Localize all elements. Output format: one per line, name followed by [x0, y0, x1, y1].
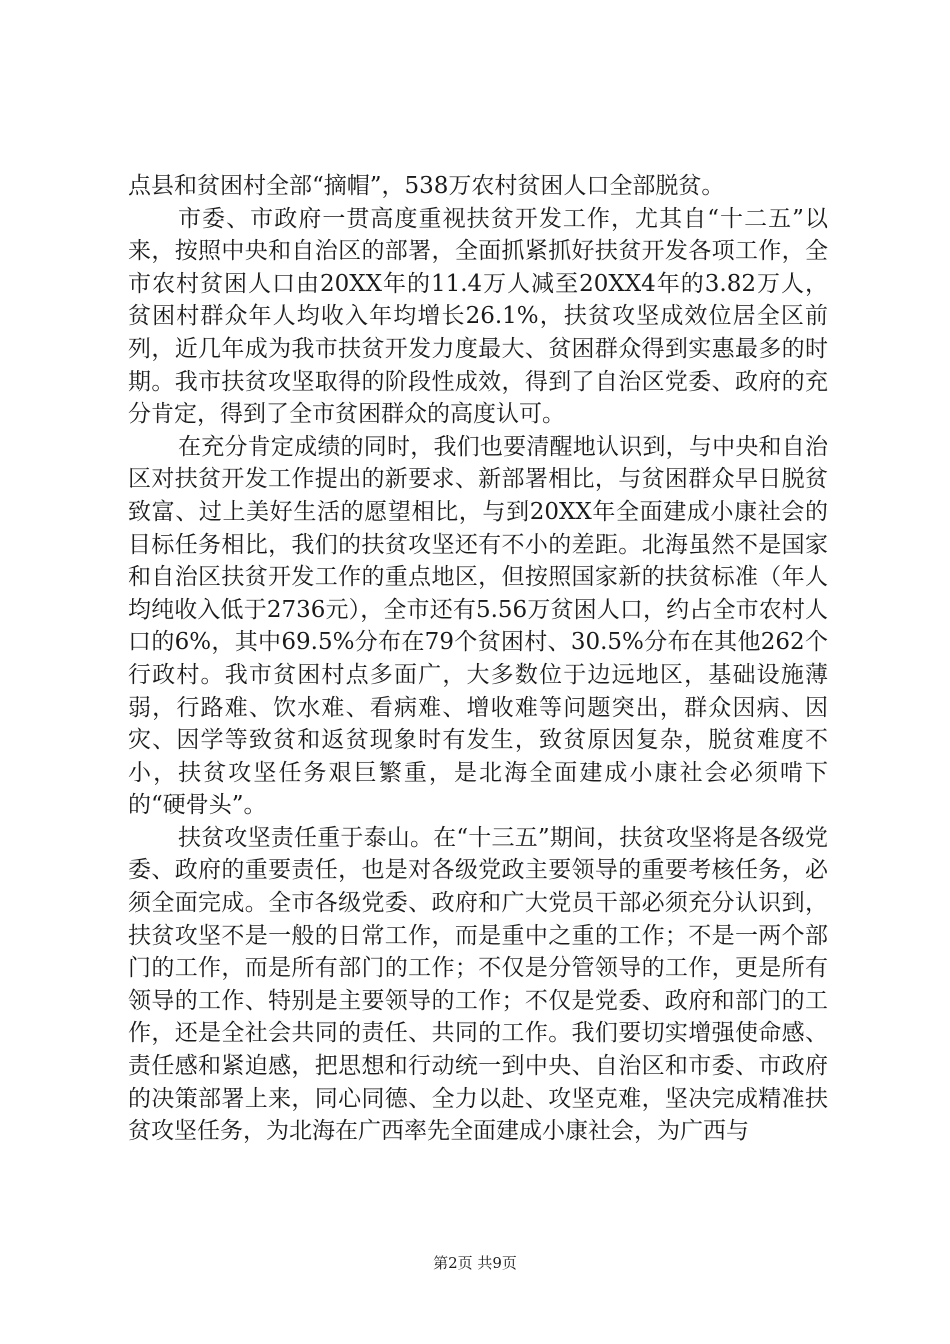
paragraph-poverty-achievements: 市委、市政府一贯高度重视扶贫开发工作，尤其自“十二五”以来，按照中央和自治区的部署，全面抓紧抓好扶贫开发各项工作，全市农村贫困人口由20XX年的11.4万人减至20XX4年的3.82万人，贫困村群众年人均收入年均增长26.1%，扶贫攻坚成效位居全区前列，近几年成为我市扶贫开发力度最大、贫困群众得到实惠最多的时期。我市扶贫攻坚取得的阶段性成效，得到了自治区党委、政府的充分肯定，得到了全市贫困群众的高度认可。: [128, 205, 828, 428]
paragraph-responsibility: 扶贫攻坚责任重于泰山。在“十三五”期间，扶贫攻坚将是各级党委、政府的重要责任，也是对各级党政主要领导的重要考核任务，必须全面完成。全市各级党委、政府和广大党员干部必须充分认识到，扶贫攻坚不是一般的日常工作，而是重中之重的工作；不是一两个部门的工作，而是所有部门的工作；不仅是分管领导的工作，更是所有领导的工作、特别是主要领导的工作；不仅是党委、政府和部门的工作，还是全社会共同的责任、共同的工作。我们要切实增强使命感、责任感和紧迫感，把思想和行动统一到中央、自治区和市委、市政府的决策部署上来，同心同德、全力以赴、攻坚克难，坚决完成精准扶贫攻坚任务，为北海在广西率先全面建成小康社会，为广西与: [128, 824, 828, 1145]
document-body: [128, 170, 828, 1148]
paragraph-continuation: 点县和贫困村全部“摘帽”，538万农村贫困人口全部脱贫。: [128, 173, 725, 199]
page-number-footer: 第2页 共9页: [433, 1254, 517, 1272]
paragraph-remaining-gap: 在充分肯定成绩的同时，我们也要清醒地认识到，与中央和自治区对扶贫开发工作提出的新要求、新部署相比，与贫困群众早日脱贫致富、过上美好生活的愿望相比，与到20XX年全面建成小康社会的目标任务相比，我们的扶贫攻坚还有不小的差距。北海虽然不是国家和自治区扶贫开发工作的重点地区，但按照国家新的扶贫标准（年人均纯收入低于2736元），全市还有5.56万贫困人口，约占全市农村人口的6%，其中69.5%分布在79个贫困村、30.5%分布在其他262个行政村。我市贫困村点多面广，大多数位于边远地区，基础设施薄弱，行路难、饮水难、看病难、增收难等问题突出，群众因病、因灾、因学等致贫和返贫现象时有发生，致贫原因复杂，脱贫难度不小，扶贫攻坚任务艰巨繁重，是北海全面建成小康社会必须啃下的“硬骨头”。: [128, 433, 828, 819]
